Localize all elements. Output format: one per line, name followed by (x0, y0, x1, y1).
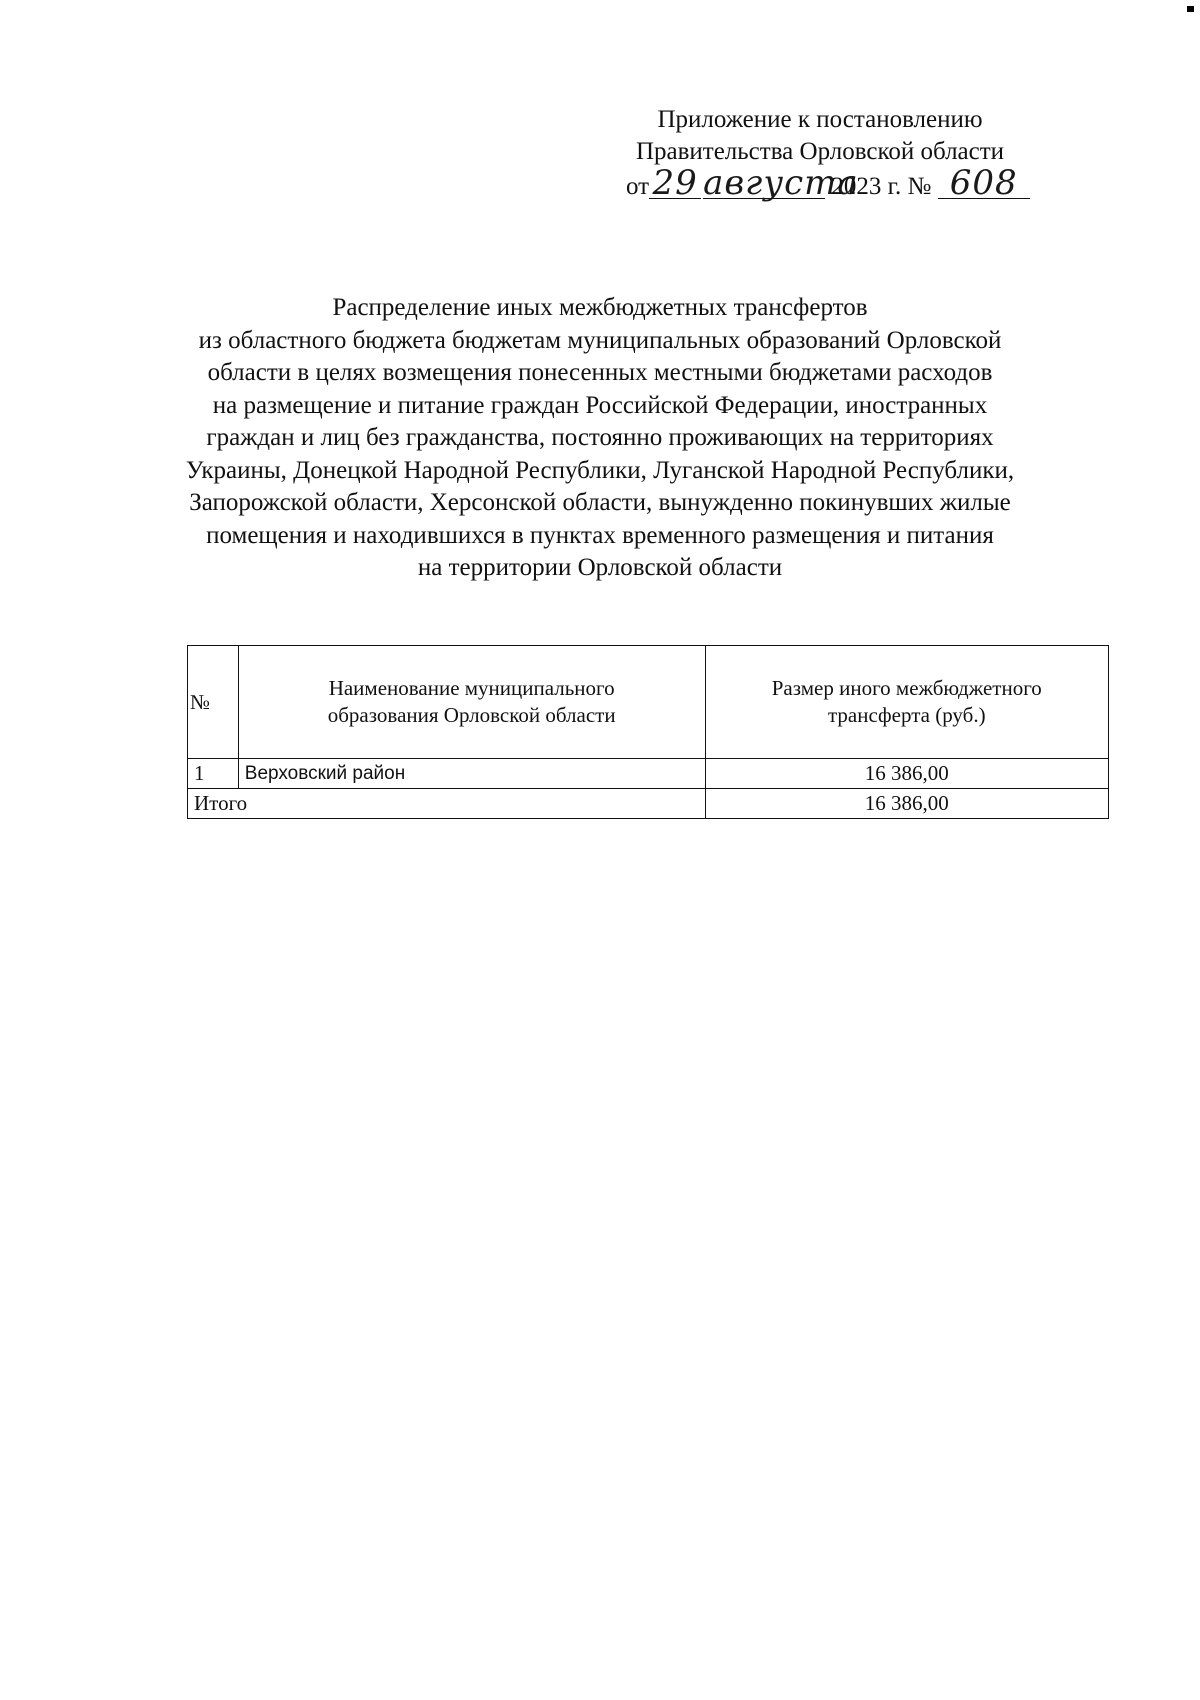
transfers-table (187, 645, 1109, 819)
handwritten-decree-number: 608 (938, 168, 1030, 199)
header-amount (705, 646, 1108, 759)
header-num: № (188, 646, 239, 759)
date-prefix: от (626, 173, 650, 200)
appendix-line-1: Приложение к постановлению (657, 106, 983, 133)
row-municipality: Верховский район (238, 759, 705, 789)
handwritten-month: августа (703, 163, 859, 203)
appendix-line-2: Правительства Орловской области (635, 138, 1005, 165)
table-total-row (188, 789, 1109, 819)
table-header-row (188, 646, 1109, 759)
header-municipality-line-1: Наименование муниципального (328, 676, 615, 700)
row-num: 1 (188, 759, 239, 789)
scan-corner-mark (1187, 6, 1194, 12)
title-line: на территории Орловской области (417, 554, 783, 581)
title-line: граждан и лиц без гражданства, постоянно проживающих на территориях (206, 424, 994, 451)
row-amount: 16 386,00 (705, 759, 1108, 789)
title-line: Распределение иных межбюджетных трансфертов (332, 294, 868, 321)
title-line: на размещение и питание граждан Российской Федерации, иностранных (212, 391, 988, 419)
table-row (188, 759, 1109, 789)
handwritten-day: 29 (649, 168, 701, 199)
decree-year-number-label: 2023 г. № (831, 173, 932, 200)
decree-date-line (626, 163, 1030, 203)
title-line: Запорожской области, Херсонской области, вынужденно покинувших жилые (189, 489, 1011, 516)
document-title (100, 292, 1100, 585)
table-body (188, 759, 1109, 819)
header-municipality (238, 646, 705, 759)
table-header (188, 646, 1109, 759)
title-line: области в целях возмещения понесенных местными бюджетами расходов (207, 359, 993, 386)
appendix-header (560, 104, 1080, 168)
title-line: из областного бюджета бюджетам муниципальных образований Орловской (198, 326, 1002, 354)
header-municipality-line-2: образования Орловской области (327, 703, 616, 727)
total-label: Итого (188, 789, 706, 819)
total-amount: 16 386,00 (705, 789, 1108, 819)
header-amount-line-1: Размер иного межбюджетного (771, 676, 1042, 700)
title-line: Украины, Донецкой Народной Республики, Луганской Народной Республики, (185, 456, 1015, 484)
title-line: помещения и находившихся в пунктах временного размещения и питания (206, 521, 994, 549)
header-amount-line-2: трансферта (руб.) (827, 703, 986, 727)
